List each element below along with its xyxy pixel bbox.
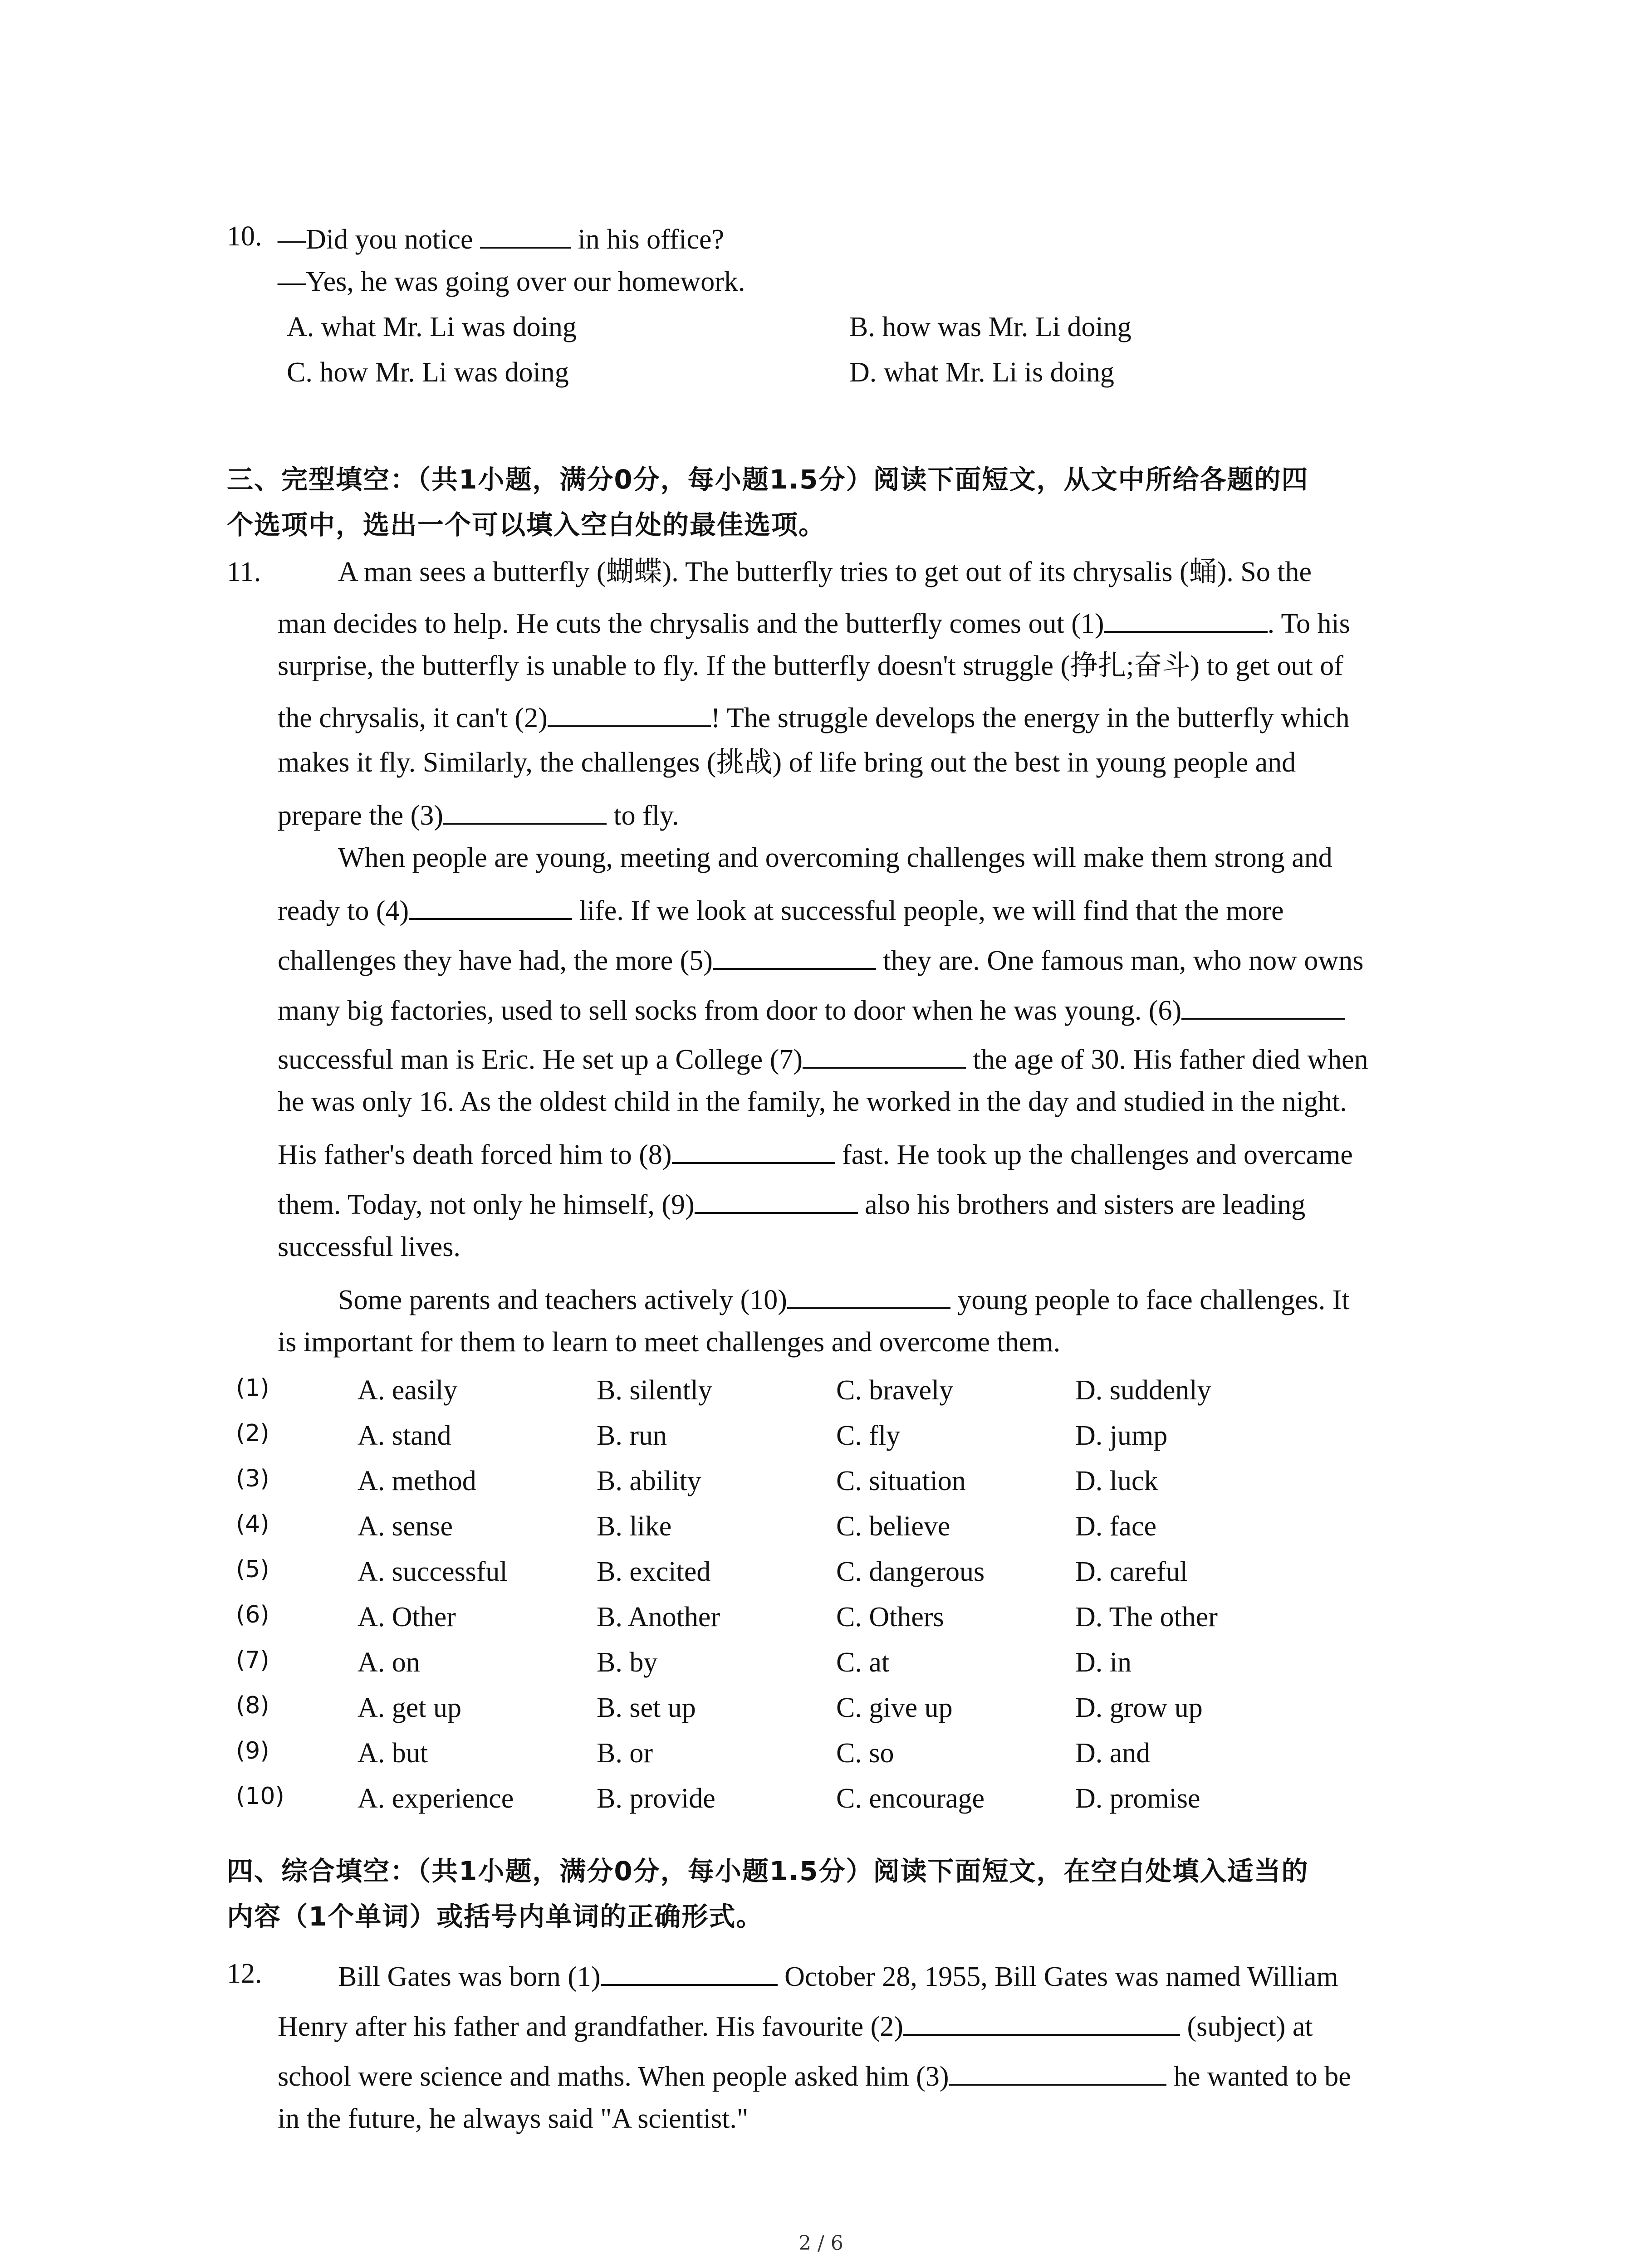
option-a[interactable]: A. experience	[358, 1783, 514, 1814]
answer-blank[interactable]	[903, 2009, 1180, 2036]
answer-blank[interactable]	[803, 1042, 966, 1069]
answer-blank[interactable]	[601, 1960, 778, 1986]
choice-number: (9)	[236, 1737, 269, 1765]
passage-line	[278, 606, 1350, 638]
option-a[interactable]: A. method	[358, 1466, 476, 1496]
option-d[interactable]: D. careful	[1075, 1556, 1188, 1587]
passage-line	[278, 943, 1363, 975]
option-d[interactable]: D. what Mr. Li is doing	[849, 357, 1114, 388]
passage-line	[278, 798, 679, 830]
choice-number: (2)	[236, 1420, 269, 1447]
option-d[interactable]: D. suddenly	[1075, 1375, 1211, 1406]
answer-blank[interactable]	[480, 222, 571, 249]
option-a[interactable]: A. Other	[358, 1602, 456, 1633]
passage-text: many big factories, used to sell socks from door to door when he was young. (6)	[278, 995, 1182, 1026]
passage-line: surprise, the butterfly is unable to fly. If the butterfly doesn't struggle (挣扎;奋斗) to get out of	[278, 650, 1343, 681]
option-d[interactable]: D. jump	[1075, 1420, 1168, 1451]
passage-text: ready to (4)	[278, 895, 409, 926]
option-c[interactable]: C. give up	[836, 1692, 953, 1723]
passage-line	[338, 1960, 1338, 1991]
passage-line: in the future, he always said "A scientist."	[278, 2103, 749, 2134]
choice-number: (8)	[236, 1692, 269, 1719]
answer-blank[interactable]	[949, 2059, 1166, 2086]
answer-blank[interactable]	[713, 943, 876, 970]
option-d[interactable]: D. luck	[1075, 1466, 1158, 1496]
passage-line	[278, 993, 1345, 1025]
choice-number: (1)	[236, 1374, 269, 1402]
answer-blank[interactable]	[1104, 606, 1268, 633]
passage-text: school were science and maths. When people asked him (3)	[278, 2061, 949, 2092]
answer-blank[interactable]	[787, 1283, 950, 1309]
passage-text: to fly.	[606, 800, 679, 831]
passage-text: prepare the (3)	[278, 800, 443, 831]
option-c[interactable]: C. dangerous	[836, 1556, 985, 1587]
option-c[interactable]: C. situation	[836, 1466, 966, 1496]
option-b[interactable]: B. ability	[597, 1466, 701, 1496]
question-number: 12.	[227, 1958, 262, 1989]
option-b[interactable]: B. like	[597, 1511, 672, 1542]
passage-text: the age of 30. His father died when	[966, 1044, 1368, 1075]
passage-text: His father's death forced him to (8)	[278, 1139, 672, 1170]
option-d[interactable]: D. in	[1075, 1647, 1132, 1678]
passage-line	[278, 701, 1350, 732]
question-number: 10.	[227, 221, 262, 252]
passage-line: he was only 16. As the oldest child in the family, he worked in the day and studied in the night.	[278, 1086, 1347, 1117]
option-c[interactable]: C. at	[836, 1647, 890, 1678]
passage-line	[278, 1042, 1368, 1074]
choice-number: (3)	[236, 1465, 269, 1492]
option-b[interactable]: B. excited	[597, 1556, 711, 1587]
passage-text: Some parents and teachers actively (10)	[338, 1285, 787, 1315]
passage-text: also his brothers and sisters are leading	[857, 1189, 1306, 1220]
section-heading-line: 三、完型填空：（共1小题，满分0分，每小题1.5分）阅读下面短文，从文中所给各题的四	[227, 464, 1309, 495]
option-b[interactable]: B. how was Mr. Li doing	[849, 312, 1132, 342]
section-heading-line: 内容（1个单词）或括号内单词的正确形式。	[227, 1901, 764, 1932]
option-d[interactable]: D. The other	[1075, 1602, 1218, 1633]
option-d[interactable]: D. and	[1075, 1738, 1151, 1769]
option-a[interactable]: A. what Mr. Li was doing	[287, 312, 577, 342]
option-b[interactable]: B. run	[597, 1420, 667, 1451]
option-b[interactable]: B. Another	[597, 1602, 720, 1633]
passage-line	[278, 894, 1284, 925]
passage-line: When people are young, meeting and overcoming challenges will make them strong and	[338, 842, 1332, 873]
option-a[interactable]: A. but	[358, 1738, 428, 1769]
answer-blank[interactable]	[1181, 993, 1345, 1020]
passage-text: they are. One famous man, who now owns	[876, 945, 1364, 976]
choice-number: (4)	[236, 1510, 269, 1538]
option-b[interactable]: B. or	[597, 1738, 653, 1769]
passage-line: is important for them to learn to meet challenges and overcome them.	[278, 1327, 1061, 1358]
passage-text: he wanted to be	[1166, 2061, 1351, 2092]
option-b[interactable]: B. provide	[597, 1783, 715, 1814]
option-c[interactable]: C. so	[836, 1738, 894, 1769]
option-a[interactable]: A. on	[358, 1647, 420, 1678]
passage-line	[278, 2059, 1351, 2091]
answer-blank[interactable]	[409, 894, 572, 920]
choice-number: (6)	[236, 1601, 269, 1628]
passage-text: life. If we look at successful people, we will find that the more	[572, 895, 1284, 926]
passage-text: successful man is Eric. He set up a College (7)	[278, 1044, 803, 1075]
option-d[interactable]: D. face	[1075, 1511, 1156, 1542]
option-b[interactable]: B. silently	[597, 1375, 712, 1406]
passage-line	[278, 1188, 1305, 1219]
passage-line	[338, 1283, 1350, 1314]
passage-text: ! The struggle develops the energy in the butterfly which	[710, 703, 1350, 733]
passage-line	[278, 2009, 1313, 2041]
passage-line: successful lives.	[278, 1232, 460, 1262]
option-b[interactable]: B. set up	[597, 1692, 696, 1723]
option-c[interactable]: C. encourage	[836, 1783, 985, 1814]
question-text: —Yes, he was going over our homework.	[278, 266, 745, 297]
passage-text: them. Today, not only he himself, (9)	[278, 1189, 695, 1220]
passage-text: October 28, 1955, Bill Gates was named William	[777, 1961, 1338, 1992]
choice-number: (7)	[236, 1647, 269, 1674]
option-b[interactable]: B. by	[597, 1647, 658, 1678]
option-c[interactable]: C. believe	[836, 1511, 950, 1542]
option-d[interactable]: D. grow up	[1075, 1692, 1203, 1723]
choice-number: (5)	[236, 1556, 269, 1583]
option-a[interactable]: A. get up	[358, 1692, 462, 1723]
passage-line: makes it fly. Similarly, the challenges (挑战) of life bring out the best in young people and	[278, 747, 1296, 778]
section-heading-line: 个选项中，选出一个可以填入空白处的最佳选项。	[227, 509, 826, 540]
option-c[interactable]: C. Others	[836, 1602, 944, 1633]
answer-blank[interactable]	[443, 798, 607, 825]
option-c[interactable]: C. bravely	[836, 1375, 954, 1406]
option-d[interactable]: D. promise	[1075, 1783, 1200, 1814]
passage-text: man decides to help. He cuts the chrysalis and the butterfly comes out (1)	[278, 608, 1104, 639]
option-a[interactable]: A. easily	[358, 1375, 458, 1406]
passage-text: challenges they have had, the more (5)	[278, 945, 713, 976]
question-text	[278, 222, 724, 254]
question-text-part: —Did you notice	[278, 224, 473, 255]
option-c[interactable]: C. fly	[836, 1420, 901, 1451]
passage-text: (subject) at	[1180, 2011, 1313, 2042]
option-c[interactable]: C. how Mr. Li was doing	[287, 357, 569, 388]
passage-text: young people to face challenges. It	[950, 1285, 1350, 1315]
question-number: 11.	[227, 557, 261, 587]
answer-blank[interactable]	[672, 1138, 835, 1164]
choice-number: (10)	[236, 1783, 284, 1810]
answer-blank[interactable]	[548, 701, 711, 727]
page-number: 2 / 6	[798, 2232, 843, 2255]
passage-text: fast. He took up the challenges and overcame	[835, 1139, 1353, 1170]
option-a[interactable]: A. successful	[358, 1556, 508, 1587]
passage-text: . To his	[1267, 608, 1350, 639]
passage-line	[278, 1138, 1353, 1169]
passage-text: the chrysalis, it can't (2)	[278, 703, 548, 733]
section-heading-line: 四、综合填空：（共1小题，满分0分，每小题1.5分）阅读下面短文，在空白处填入适当的	[227, 1856, 1309, 1887]
passage-text: Henry after his father and grandfather. His favourite (2)	[278, 2011, 903, 2042]
passage-line: A man sees a butterfly (蝴蝶). The butterfly tries to get out of its chrysalis (蛹). So the	[338, 557, 1312, 587]
option-a[interactable]: A. sense	[358, 1511, 453, 1542]
passage-text: Bill Gates was born (1)	[338, 1961, 601, 1992]
question-text-part: in his office?	[578, 224, 725, 255]
answer-blank[interactable]	[695, 1188, 858, 1214]
option-a[interactable]: A. stand	[358, 1420, 451, 1451]
